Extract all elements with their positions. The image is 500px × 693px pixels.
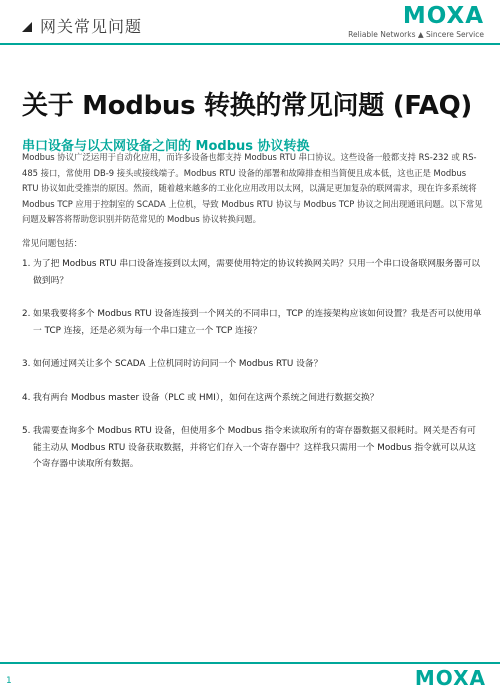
faq-item	[22, 356, 484, 373]
faq-number: 1.	[22, 259, 31, 269]
faq-text: 为了把 Modbus RTU 串口设备连接到以太网，需要使用特定的协议转换网关吗？只用一个串口设备联网服务器可以做到吗？	[33, 259, 481, 286]
faq-label: 常见问题包括：	[22, 239, 83, 249]
faq-item	[22, 423, 484, 473]
page-title: 关于 Modbus 转换的常见问题 (FAQ)	[22, 91, 472, 122]
intro-paragraph: Modbus 协议广泛运用于自动化应用，而许多设备也都支持 Modbus RTU 串口协议。这些设备一般都支持 RS-232 或 RS-485 接口，常使用 DB-9 接头或接线端子。Modbus RTU 设备的部署和故障排查相当简便且成本低，这也正是 Modbus RTU 协议如此受推崇的原因。然而，随着越来越多的工业化应用改用以太网，以满足更加复杂的联网需求，现在许多系统将 Modbus TCP 应用于控制室的 SCADA 上位机，导致 Modbus RTU 协议与 Modbus TCP 协议之间出现通讯问题。以下常见问题及解答将帮助您识别并防范常见的 Modbus 协议转换问题。	[22, 152, 483, 224]
faq-text: 如果我要将多个 Modbus RTU 设备连接到一个网关的不同串口，TCP 的连接架构应该如何设置？我是否可以使用单一 TCP 连接，还是必须为每一个串口建立一个 TCP 连接？	[33, 309, 482, 336]
faq-item	[22, 306, 484, 339]
logo-tagline: Reliable Networks ▲ Sincere Service	[348, 30, 484, 39]
faq-number: 3.	[22, 359, 31, 369]
footer-divider	[0, 662, 500, 664]
faq-number: 2.	[22, 309, 31, 319]
faq-text: 如何通过网关让多个 SCADA 上位机同时访问同一个 Modbus RTU 设备？	[33, 359, 323, 369]
faq-item	[22, 256, 484, 289]
footer-moxa-logo: MOXA	[414, 666, 486, 690]
header-title: 网关常见问题	[40, 17, 143, 36]
moxa-logo	[348, 3, 484, 39]
faq-item	[22, 390, 484, 407]
header-divider	[0, 43, 500, 45]
page-number: 1	[6, 676, 12, 686]
triangle-marker-icon	[22, 22, 32, 32]
faq-list	[22, 256, 484, 490]
faq-text: 我有两台 Modbus master 设备（PLC 或 HMI），如何在这两个系统之间进行数据交换？	[33, 392, 379, 403]
section-title: 串口设备与以太网设备之间的 Modbus 协议转换	[22, 138, 310, 154]
page-header	[0, 0, 500, 42]
faq-number: 5.	[22, 426, 31, 436]
logo-wordmark: MOXA	[402, 3, 484, 29]
faq-text: 我需要查询多个 Modbus RTU 设备，但使用多个 Modbus 指令来读取所有的寄存器数据又很耗时。网关是否有可能主动从 Modbus RTU 设备获取数据，并将它们存入一个寄存器中？这样我只需用一个 Modbus 指令就可以从这个寄存器中读取所有数据。	[33, 426, 476, 469]
faq-number: 4.	[22, 392, 31, 403]
